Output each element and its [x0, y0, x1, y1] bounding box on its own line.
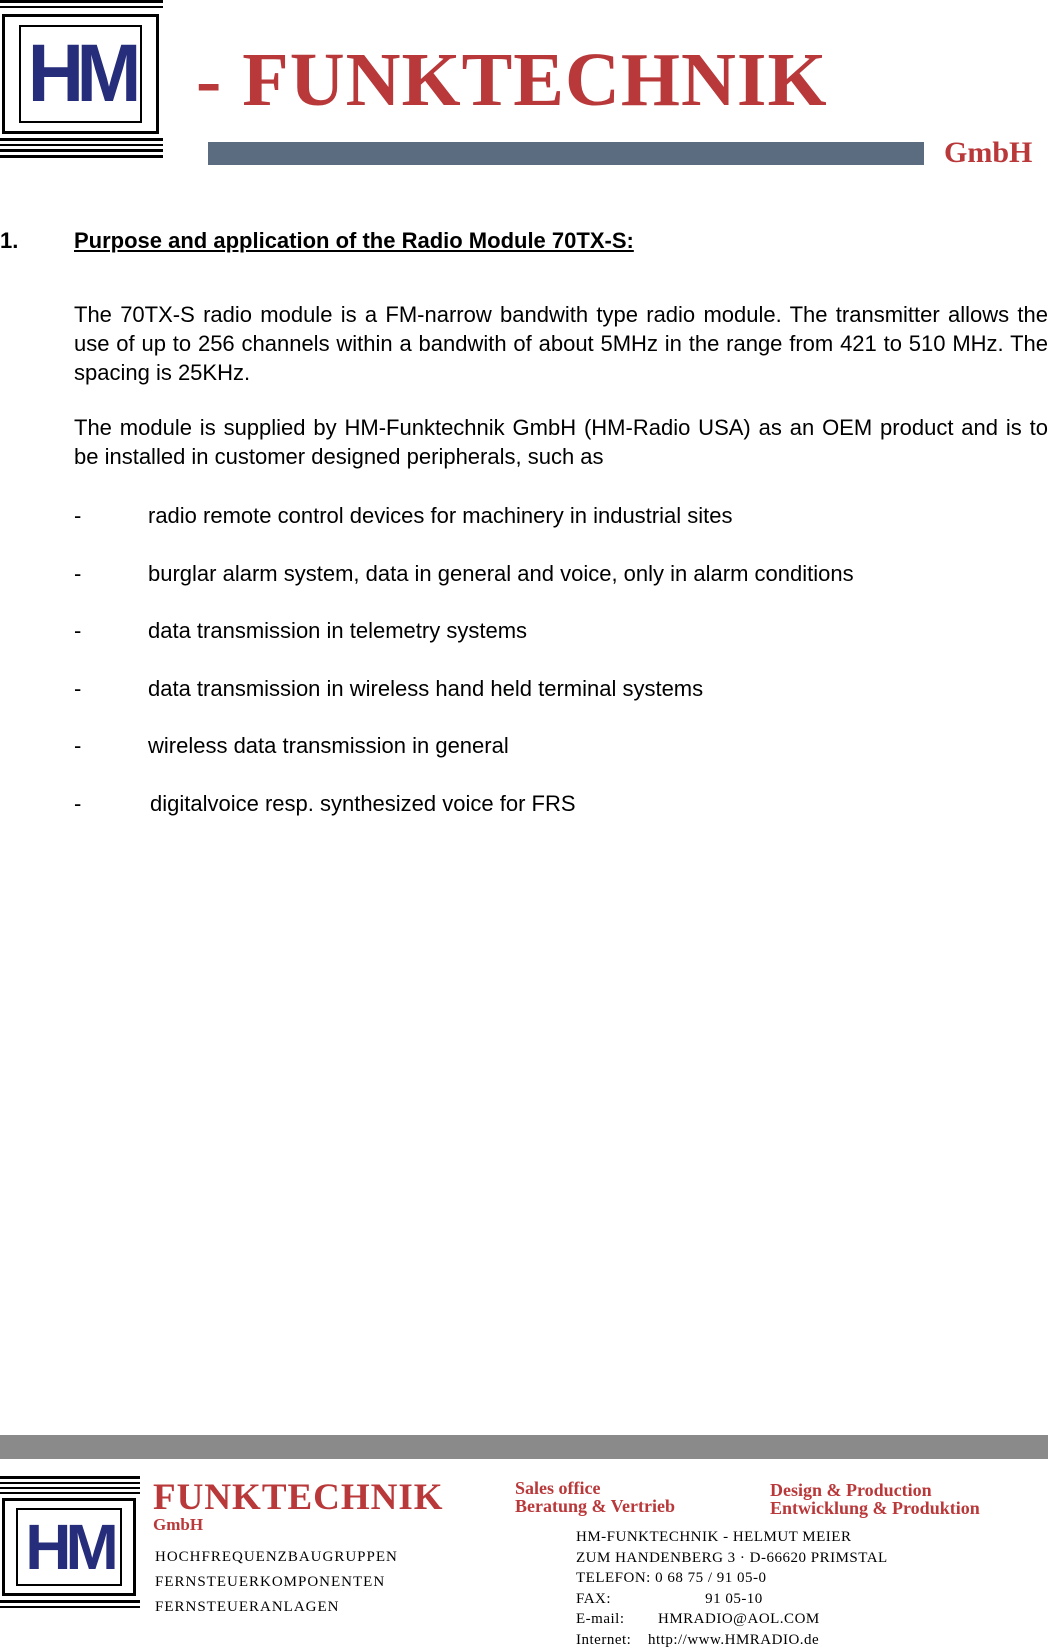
company-name: HM-FUNKTECHNIK - HELMUT MEIER — [576, 1529, 852, 1545]
section-title: Purpose and application of the Radio Module 70TX-S: — [74, 228, 634, 253]
brand-gmbh: GmbH — [944, 136, 1033, 169]
application-list — [74, 501, 1034, 846]
design-en: Design & Production — [770, 1480, 932, 1500]
header-logo — [0, 0, 163, 163]
list-item: - radio remote control devices for machinery in industrial sites — [74, 503, 733, 528]
email-link[interactable]: HMRADIO@AOL.COM — [658, 1611, 820, 1627]
design-de: Entwicklung & Produktion — [770, 1498, 980, 1518]
footer-sales — [515, 1479, 675, 1515]
footer-products — [155, 1545, 398, 1620]
product-line: FERNSTEUERANLAGEN — [155, 1599, 340, 1615]
sales-de: Beratung & Vertrieb — [515, 1496, 675, 1516]
street-address: ZUM HANDENBERG 3 · D-66620 PRIMSTAL — [576, 1549, 888, 1566]
phone-number: TELEFON: 0 68 75 / 91 05-0 — [576, 1570, 767, 1586]
list-item: - digitalvoice resp. synthesized voice for FRS — [74, 790, 576, 816]
email-line: E-mail: HMRADIO@AOL.COM — [576, 1611, 820, 1627]
brand-name: - FUNKTECHNIK — [196, 38, 828, 122]
fax-line: FAX: 91 05-10 — [576, 1590, 763, 1607]
product-line: HOCHFREQUENZBAUGRUPPEN — [155, 1549, 398, 1565]
logo-text: HM — [27, 28, 134, 119]
list-item: - wireless data transmission in general — [74, 733, 509, 758]
footer-divider — [0, 1435, 1048, 1459]
brand-bar — [208, 142, 924, 165]
product-line: FERNSTEUERKOMPONENTEN — [155, 1574, 386, 1590]
footer-brand: FUNKTECHNIK — [153, 1477, 444, 1518]
paragraph-supply: The module is supplied by HM-Funktechnik GmbH (HM-Radio USA) as an OEM product and is to be installed in customer designed peripherals, such as — [74, 415, 1048, 469]
website-link[interactable]: http://www.HMRADIO.de — [648, 1631, 820, 1648]
paragraph-intro: The 70TX-S radio module is a FM-narrow bandwith type radio module. The transmitter allows the use of up to 256 channels within a bandwith of about 5MHz in the range from 421 to 510 MHz. The spacing is 25KHz. — [74, 302, 1048, 385]
footer-logo-text: HM — [25, 1511, 113, 1583]
logo-frame — [2, 14, 159, 134]
section-number: 1. — [0, 228, 19, 253]
footer-design — [770, 1481, 980, 1517]
list-item: - data transmission in telemetry systems — [74, 618, 528, 643]
internet-line: Internet: http://www.HMRADIO.de — [576, 1631, 820, 1648]
list-item: - data transmission in wireless hand held terminal systems — [74, 675, 704, 701]
sales-en: Sales office — [515, 1478, 601, 1498]
footer-contact — [576, 1527, 888, 1650]
footer-logo — [0, 1476, 140, 1608]
footer-gmbh: GmbH — [153, 1515, 204, 1534]
list-item: - burglar alarm system, data in general and voice, only in alarm conditions — [74, 560, 854, 586]
